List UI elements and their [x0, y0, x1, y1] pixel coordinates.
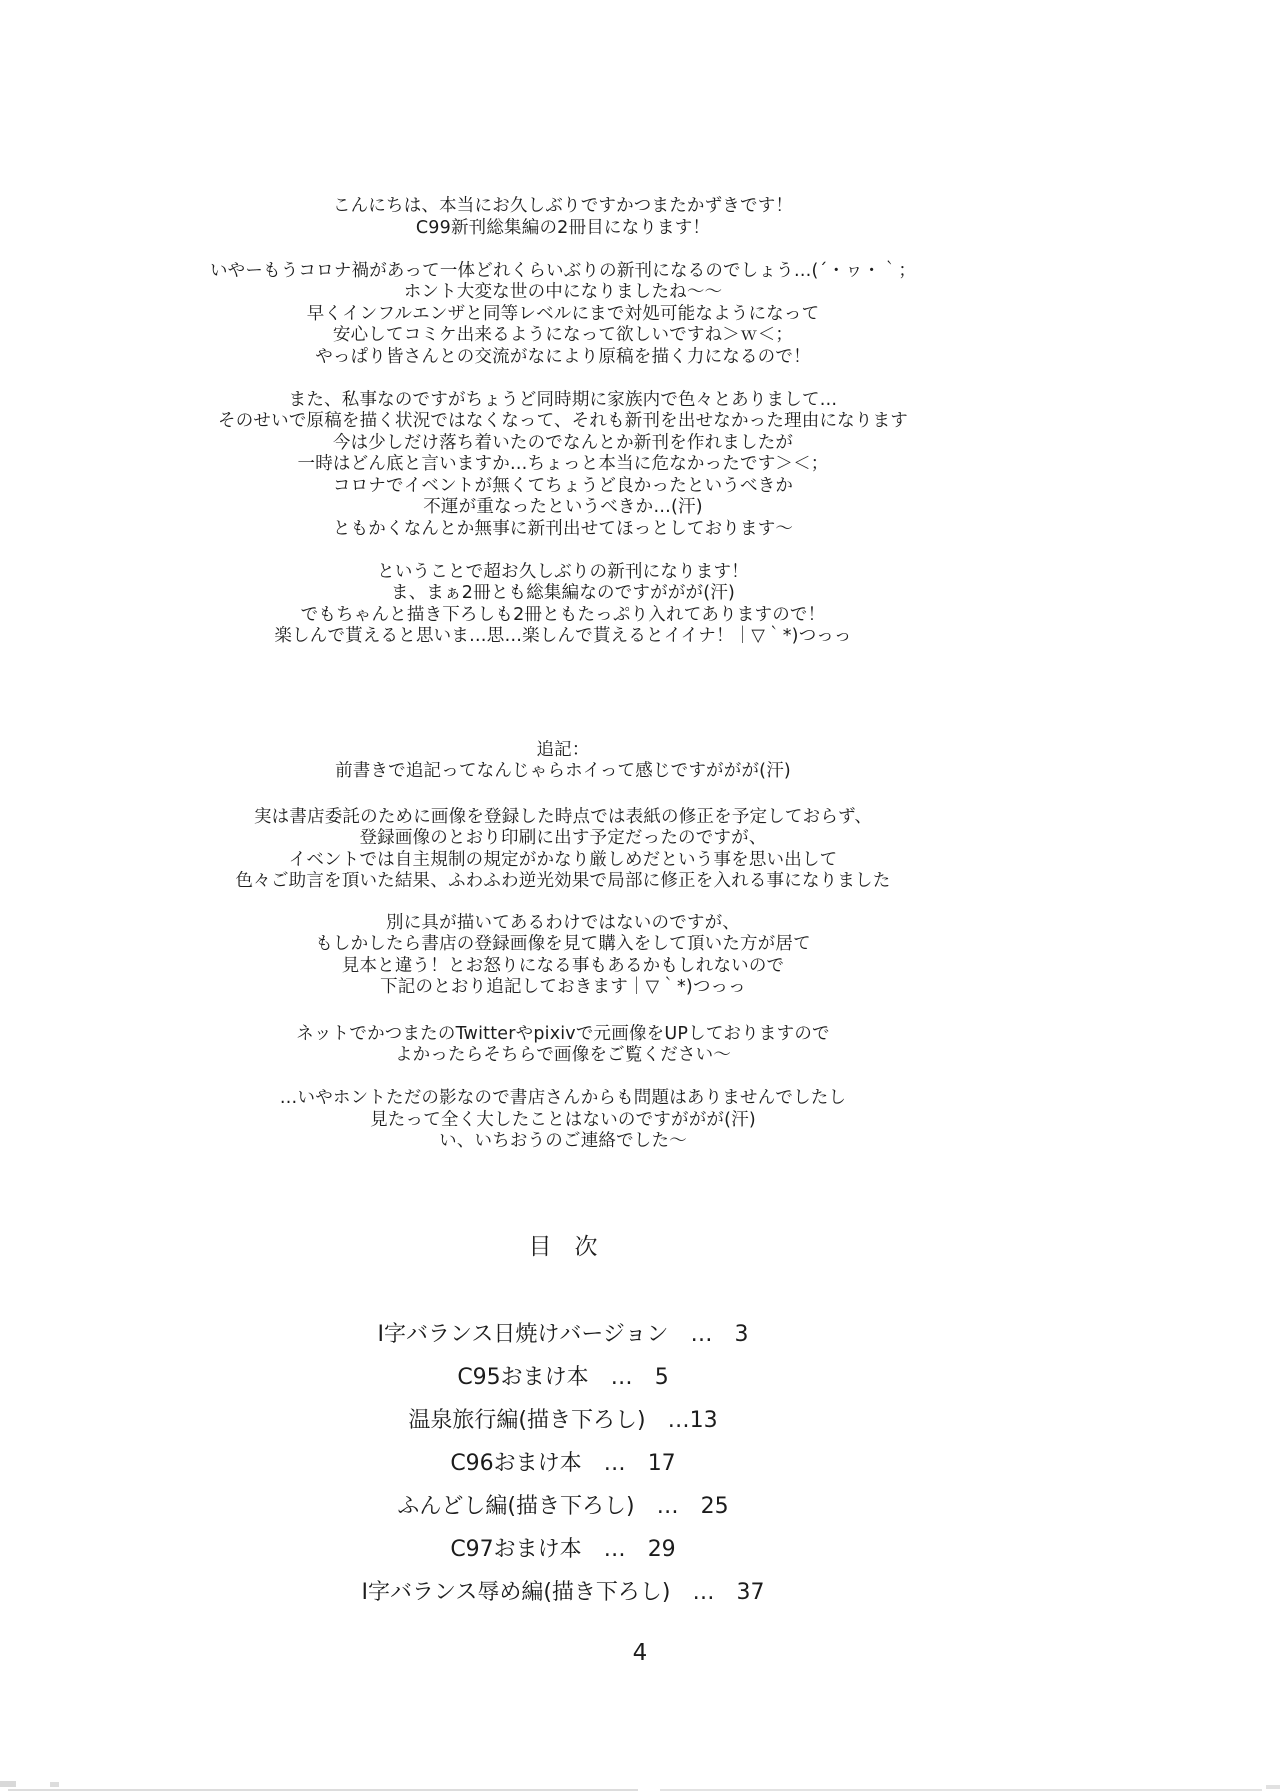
toc-item-separator: … — [581, 1537, 648, 1562]
text-line: やっぱり皆さんとの交流がなにより原稿を描く力になるので！ — [315, 346, 811, 367]
text-line: 下記のとおり追記しておきます｜▽｀*)つっっ — [380, 977, 746, 997]
toc-item-title: C95おまけ本 — [457, 1365, 589, 1390]
toc-item-title: I字バランス日焼けバージョン — [377, 1322, 669, 1347]
text-line: 安心してコミケ出来るようになって欲しいですね＞ｗ＜； — [332, 325, 794, 345]
text-line: 別に具が描いてあるわけではないのですが、 — [386, 912, 740, 933]
text-line: 色々ご助言を頂いた結果、ふわふわ逆光効果で局部に修正を入れる事になりました — [235, 871, 891, 891]
text-line: そのせいで原稿を描く状況ではなくなって、それも新刊を出せなかった理由になります — [218, 411, 908, 431]
text-line: また、私事なのですがちょうど同時期に家族内で色々とありまして… — [288, 389, 838, 410]
toc-item — [140, 1442, 986, 1485]
toc-item-separator: … — [670, 1580, 737, 1605]
text-line: 追記： — [536, 739, 590, 760]
toc-item-title: C96おまけ本 — [450, 1451, 582, 1476]
text-line: い、いちおうのご連絡でした～ — [439, 1131, 687, 1151]
original-image-paragraph — [140, 1024, 986, 1067]
toc-item-page: 13 — [689, 1408, 718, 1433]
text-line: でもちゃんと描き下ろしも2冊ともたっぷり入れてありますので！ — [300, 604, 826, 625]
text-line: もしかしたら書店の登録画像を見て購入をして頂いた方が居て — [315, 934, 811, 954]
toc-item-title: 温泉旅行編(描き下ろし) — [408, 1408, 646, 1433]
text-line: 一時はどん底と言いますか…ちょっと本当に危なかったです＞＜； — [297, 454, 829, 474]
text-line: 早くインフルエンザと同等レベルにまで対処可能なようになって — [306, 303, 820, 324]
sample-difference-paragraph — [140, 913, 986, 999]
text-line: …いやホントただの影なので書店さんからも問題はありませんでしたし — [279, 1088, 847, 1108]
scan-artifact — [660, 1789, 1262, 1791]
text-line: 見たって全く大したことはないのですががが(汗) — [370, 1109, 756, 1130]
toc-item-page: 17 — [647, 1451, 676, 1476]
text-line: 実は書店委託のために画像を登録した時点では表紙の修正を予定しておらず、 — [253, 806, 873, 827]
toc-item — [140, 1313, 986, 1356]
greeting-paragraph — [140, 196, 986, 239]
postscript-heading — [140, 740, 986, 783]
text-line: 今は少しだけ落ち着いたのでなんとか新刊を作れましたが — [332, 432, 794, 453]
toc-heading: 目 次 — [528, 1234, 598, 1260]
text-line: いやーもうコロナ禍があって一体どれくらいぶりの新刊になるのでしょう…(´・ヮ・｀； — [209, 260, 917, 281]
text-line: ということで超お久しぶりの新刊になります！ — [377, 561, 749, 582]
text-line: ま、まぁ2冊とも総集編なのですががが(汗) — [391, 583, 735, 603]
toc-item — [140, 1571, 986, 1614]
text-line: こんにちは、本当にお久しぶりですかつまたかずきです！ — [332, 196, 794, 216]
text-line: 楽しんで貰えると思いま…思…楽しんで貰えるとイイナ！｜▽｀*)つっっ — [274, 626, 852, 646]
toc-item-separator: … — [668, 1322, 735, 1347]
cover-correction-paragraph — [140, 807, 986, 893]
toc-item-page: 37 — [736, 1580, 765, 1605]
toc-item-separator: … — [581, 1451, 648, 1476]
text-line: 不運が重なったというべきか…(汗) — [423, 497, 703, 517]
toc-item — [140, 1399, 986, 1442]
scan-artifact — [0, 1781, 16, 1787]
toc-item-separator: … — [634, 1494, 701, 1519]
new-book-paragraph — [140, 562, 986, 648]
corona-paragraph — [140, 261, 986, 369]
text-line: ともかくなんとか無事に新刊出せてほっとしております～ — [332, 518, 794, 539]
scan-artifact — [50, 1782, 59, 1787]
toc-item-page: 3 — [734, 1322, 749, 1347]
text-line: ホント大変な世の中になりましたね～～ — [403, 282, 723, 302]
scan-artifact — [1266, 1785, 1280, 1789]
personal-matters-paragraph — [140, 390, 986, 541]
text-line: C99新刊総集編の2冊目になります！ — [415, 217, 711, 238]
scan-artifact — [8, 1789, 638, 1791]
toc-item-page: 25 — [700, 1494, 729, 1519]
text-line: 登録画像のとおり印刷に出す予定だったのですが、 — [359, 828, 767, 848]
page-number: 4 — [632, 1640, 648, 1666]
toc-item-separator: … — [588, 1365, 655, 1390]
text-line: 前書きで追記ってなんじゃらホイって感じですががが(汗) — [335, 761, 791, 781]
text-line: コロナでイベントが無くてちょうど良かったというべきか — [332, 475, 794, 496]
toc-item-title: C97おまけ本 — [450, 1537, 582, 1562]
toc-item-title: ふんどし編(描き下ろし) — [397, 1494, 635, 1519]
text-line: 見本と違う！とお怒りになる事もあるかもしれないので — [341, 955, 785, 976]
foreword-text — [140, 196, 986, 1153]
toc-item-page: 5 — [654, 1365, 669, 1390]
text-line: イベントでは自主規制の規定がかなり厳しめだという事を思い出して — [288, 849, 838, 870]
toc-item-separator: … — [645, 1408, 690, 1433]
toc-item — [140, 1485, 986, 1528]
closing-note-paragraph — [140, 1088, 986, 1153]
text-line: ネットでかつまたのTwitterやpixivで元画像をUPしておりますので — [296, 1023, 830, 1044]
toc-item — [140, 1528, 986, 1571]
toc-item — [140, 1356, 986, 1399]
toc-item-title: I字バランス辱め編(描き下ろし) — [361, 1580, 671, 1605]
toc-item-page: 29 — [647, 1537, 676, 1562]
text-line: よかったらそちらで画像をご覧ください～ — [394, 1045, 732, 1065]
toc-list — [140, 1313, 986, 1614]
